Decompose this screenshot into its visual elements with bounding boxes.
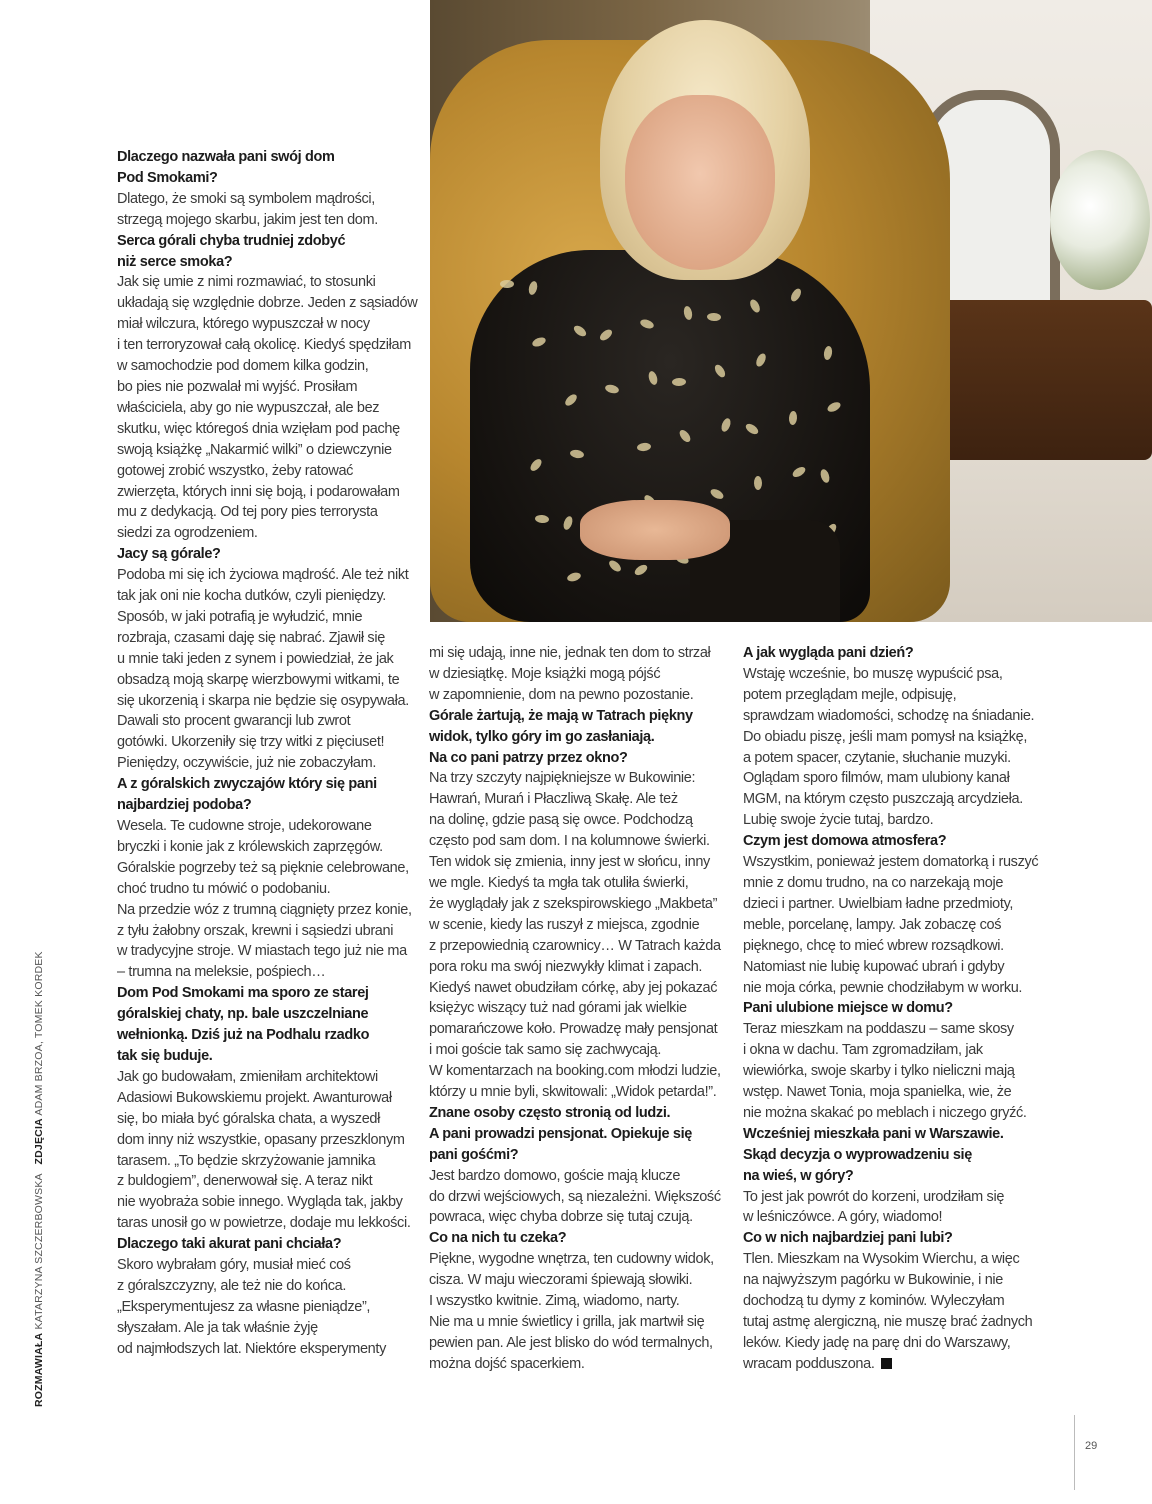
question-line: Dlaczego nazwała pani swój dom bbox=[117, 149, 335, 165]
answer-line: Na trzy szczyty najpiękniejsze w Bukowinie: bbox=[429, 770, 696, 787]
photo-hand bbox=[580, 500, 730, 560]
dress-pattern-mark bbox=[789, 411, 798, 426]
question-line: widok, tylko góry im go zasłaniają. bbox=[429, 728, 655, 745]
photo-face bbox=[625, 95, 775, 270]
answer-line: tak jak oni nie kocha dutków, czyli pieniędzy. bbox=[117, 588, 386, 605]
answer-line: wiewiórka, swoje skarby i tylko nieliczni mają bbox=[743, 1063, 1015, 1080]
answer-line: siedzi za ogrodzeniem. bbox=[117, 525, 258, 542]
question-line: tak się buduje. bbox=[117, 1047, 213, 1064]
dress-pattern-mark bbox=[566, 571, 582, 583]
question-line: na wieś, w góry? bbox=[743, 1167, 854, 1184]
answer-line: się ukorzenią i skarpa nie będzie się osypywała. bbox=[117, 692, 409, 709]
page-number: 29 bbox=[1085, 1440, 1098, 1452]
answer-line: można dojść spacerkiem. bbox=[429, 1355, 585, 1372]
answer-line: nie wyobraża sobie innego. Wygląda tak, jakby bbox=[117, 1194, 403, 1211]
dress-pattern-mark bbox=[527, 280, 538, 296]
answer-line: bo pies nie pozwalał mi wyjść. Prosiłam bbox=[117, 378, 358, 395]
answer-line: Do obiadu piszę, jeśli mam pomysł na książkę, bbox=[743, 728, 1028, 745]
answer-line: leków. Kiedy jadę na parę dni do Warszawy, bbox=[743, 1334, 1011, 1351]
answer-line: Lubię swoje życie tutaj, bardzo. bbox=[743, 812, 934, 829]
answer-line: Kiedyś nawet obudziłam córkę, aby jej pokazać bbox=[429, 979, 718, 996]
answer-line: Oglądam sporo filmów, mam ulubiony kanał bbox=[743, 770, 1010, 787]
answer-line: układają się względnie dobrze. Jeden z sąsiadów bbox=[117, 295, 418, 312]
answer-line: Adasiowi Bukowskiemu projekt. Awanturował bbox=[117, 1089, 392, 1106]
answer-line: choć trudno tu mówić o podobaniu. bbox=[117, 880, 331, 897]
question-line: Pani ulubione miejsce w domu? bbox=[743, 1000, 953, 1017]
answer-line: I wszystko kwitnie. Zimą, wiadomo, narty. bbox=[429, 1293, 680, 1310]
answer-line: z góralszczyzny, ale też nie do końca. bbox=[117, 1277, 347, 1294]
answer-line: bryczki i konie jak z królewskich zaprzęgów. bbox=[117, 838, 383, 855]
dress-pattern-mark bbox=[754, 476, 762, 490]
article-column-1 bbox=[117, 147, 417, 1360]
answer-line: i moi goście tak samo się zachwycają. bbox=[429, 1042, 662, 1059]
answer-line: dom inny niż wszystkie, opasany przeszklonym bbox=[117, 1131, 405, 1148]
question-line: Znane osoby często stronią od ludzi. bbox=[429, 1104, 671, 1121]
answer-line: Hawrań, Murań i Płaczliwą Skałę. Ale też bbox=[429, 791, 678, 808]
answer-line: Jest bardzo domowo, goście mają klucze bbox=[429, 1167, 681, 1184]
answer-line: w leśniczówce. A góry, wiadomo! bbox=[743, 1209, 943, 1226]
answer-line: pięknego, chcę to mieć wbrew rozsądkowi. bbox=[743, 937, 1004, 954]
answer-line: na najwyższym pagórku w Bukowinie, i nie bbox=[743, 1272, 1004, 1289]
answer-line: Podoba mi się ich życiowa mądrość. Ale też nikt bbox=[117, 567, 409, 584]
end-mark-icon bbox=[881, 1358, 892, 1369]
answer-line: nie można skakać po meblach i niczego gryźć. bbox=[743, 1104, 1027, 1121]
answer-line: MGM, na którym często puszczają arcydzieła. bbox=[743, 791, 1023, 808]
answer-line: i okna w dachu. Tam zgromadziłam, jak bbox=[743, 1042, 983, 1059]
answer-line: pomarańczowe koło. Prowadzę mały pensjonat bbox=[429, 1021, 718, 1038]
dress-pattern-mark bbox=[707, 313, 721, 322]
question-line: A z góralskich zwyczajów który się pani bbox=[117, 776, 377, 793]
dress-pattern-mark bbox=[713, 363, 727, 379]
question-line: Jacy są górale? bbox=[117, 546, 221, 563]
answer-line: z przepowiednią czarownicy… W Tatrach każda bbox=[429, 937, 721, 954]
answer-line: – trumna na meleksie, pośpiech… bbox=[117, 964, 326, 981]
answer-line: sprawdzam wiadomości, schodzę na śniadanie. bbox=[743, 707, 1035, 724]
credit-photos-label: ZDJĘCIA bbox=[33, 1118, 45, 1165]
answer-line: pewien pan. Ale jest blisko do wód termalnych, bbox=[429, 1334, 713, 1351]
question-line: niż serce smoka? bbox=[117, 253, 233, 270]
dress-pattern-mark bbox=[531, 336, 547, 349]
question-line: góralskiej chaty, np. bale uszczelniane bbox=[117, 1006, 369, 1023]
answer-line: nie moja córka, pewnie chodziłabym w worku. bbox=[743, 979, 1023, 996]
answer-line: meble, porcelanę, lampy. Jak zobaczę coś bbox=[743, 916, 1002, 933]
answer-line: strzegą mojego skarbu, jakim jest ten dom. bbox=[117, 211, 378, 228]
credit-photographers: ADAM BRZOA, TOMEK KORDEK bbox=[33, 951, 45, 1116]
dress-pattern-mark bbox=[604, 383, 620, 394]
answer-line: Dawali sto procent gwarancji lub zwrot bbox=[117, 713, 351, 730]
answer-line: powraca, więc chyba dobrze się tutaj czują. bbox=[429, 1209, 693, 1226]
question-line: Serca górali chyba trudniej zdobyć bbox=[117, 232, 346, 249]
dress-pattern-mark bbox=[562, 515, 574, 531]
dress-pattern-mark bbox=[754, 352, 767, 368]
dress-pattern-mark bbox=[709, 487, 725, 501]
answer-line: Wszystkim, ponieważ jestem domatorką i ruszyć bbox=[743, 854, 1039, 871]
dress-pattern-mark bbox=[683, 305, 694, 320]
answer-line: Wstaję wcześnie, bo muszę wypuścić psa, bbox=[743, 665, 1003, 682]
answer-line: Na przedzie wóz z trumną ciągnięty przez konie, bbox=[117, 901, 412, 918]
answer-line: zwierzęta, których inni się boją, i podarowałam bbox=[117, 483, 400, 500]
dress-pattern-mark bbox=[633, 563, 649, 577]
answer-line: w dziesiątkę. Moje książki mogą pójść bbox=[429, 665, 661, 682]
answer-line: właściciela, aby go nie wypuszczał, ale bez bbox=[117, 399, 380, 416]
dress-pattern-mark bbox=[720, 417, 732, 433]
answer-line: gotówki. Ukorzeniły się trzy witki z pięciuset! bbox=[117, 734, 385, 751]
answer-line: Jak się umie z nimi rozmawiać, to stosunki bbox=[117, 274, 376, 291]
answer-line: gotowej zrobić wszystko, żeby ratować bbox=[117, 462, 354, 479]
dress-pattern-mark bbox=[563, 392, 579, 407]
dress-pattern-mark bbox=[535, 514, 550, 523]
answer-line: we mgle. Kiedyś ta mgła tak otuliła świerki, bbox=[429, 874, 689, 891]
answer-line: Sposób, w jaki potrafią je wyłudzić, mnie bbox=[117, 608, 363, 625]
answer-line: w scenie, kiedy las ruszył z miejsca, zgodnie bbox=[429, 916, 700, 933]
portrait-photo bbox=[430, 0, 1152, 622]
answer-line: mi się udają, inne nie, jednak ten dom to strzał bbox=[429, 645, 711, 661]
answer-line: Tlen. Mieszkam na Wysokim Wierchu, a więc bbox=[743, 1251, 1020, 1268]
answer-line: w zapomnienie, dom na pewno pozostanie. bbox=[429, 686, 694, 703]
question-line: Dlaczego taki akurat pani chciała? bbox=[117, 1236, 342, 1253]
answer-line: Nie ma u mnie świetlicy i grilla, jak martwił się bbox=[429, 1314, 705, 1330]
answer-line: Wesela. Te cudowne stroje, udekorowane bbox=[117, 818, 372, 834]
answer-line: w samochodzie pod domem kilka godzin, bbox=[117, 358, 369, 375]
answer-line: Pieniędzy, oczywiście, już nie zobaczyłam. bbox=[117, 755, 377, 772]
answer-line: mnie z domu trudno, na co narzekają moje bbox=[743, 874, 1004, 891]
answer-line: Skoro wybrałam góry, musiał mieć coś bbox=[117, 1257, 351, 1274]
answer-line-final bbox=[743, 1354, 1043, 1375]
answer-line: taras unosił go w powietrze, dodaje mu lekkości. bbox=[117, 1215, 411, 1232]
answer-line: z buldogiem”, denerwował się. A teraz nikt bbox=[117, 1173, 373, 1190]
article-column-3 bbox=[743, 643, 1043, 1375]
answer-line: miał wilczura, którego wypuszczał w nocy bbox=[117, 316, 370, 333]
credit-interviewer: KATARZYNA SZCZERBOWSKA bbox=[33, 1173, 45, 1330]
answer-line: mu z dedykacją. Od tej pory pies terrorysta bbox=[117, 504, 378, 521]
answer-line: Góralskie pogrzeby też są pięknie celebrowane, bbox=[117, 859, 409, 876]
answer-line: tutaj astmę alergiczną, nie muszę brać żadnych bbox=[743, 1314, 1033, 1330]
question-line: wełnionką. Dziś już na Podhalu rzadko bbox=[117, 1027, 370, 1044]
dress-pattern-mark bbox=[637, 442, 652, 452]
answer-line: księżyc wiszący tuż nad górami jak wielkie bbox=[429, 1000, 687, 1017]
dress-pattern-mark bbox=[744, 422, 760, 437]
answer-line: w tradycyjne stroje. W miastach tego już nie ma bbox=[117, 943, 407, 960]
dress-pattern-mark bbox=[500, 280, 514, 288]
answer-line: potem przeglądam mejle, odpisuję, bbox=[743, 686, 957, 703]
question-line: Pod Smokami? bbox=[117, 169, 218, 186]
dress-pattern-mark bbox=[823, 345, 833, 360]
answer-line: na dolinę, gdzie pasą się owce. Podchodzą bbox=[429, 812, 693, 829]
answer-line: często pod sam dom. I na kolumnowe świerki. bbox=[429, 833, 710, 850]
dress-pattern-mark bbox=[598, 327, 614, 342]
answer-line: z tyłu żałobny orszak, krewni i sąsiedzi ubrani bbox=[117, 922, 394, 939]
answer-line: Teraz mieszkam na poddaszu – same skosy bbox=[743, 1021, 1014, 1038]
question-line: A jak wygląda pani dzień? bbox=[743, 645, 914, 661]
dress-pattern-mark bbox=[647, 370, 659, 386]
answer-line: u mnie taki jeden z synem i powiedział, że jak bbox=[117, 650, 394, 667]
answer-line: od najmłodszych lat. Niektóre eksperymenty bbox=[117, 1340, 386, 1357]
answer-line: „Eksperymentujesz za własne pieniądze”, bbox=[117, 1298, 371, 1315]
answer-line: To jest jak powrót do korzeni, urodziłam się bbox=[743, 1188, 1005, 1205]
final-sentence: wracam podduszona. bbox=[743, 1355, 875, 1372]
answer-line: Dlatego, że smoki są symbolem mądrości, bbox=[117, 190, 375, 207]
dress-pattern-mark bbox=[748, 298, 762, 314]
answer-line: cisza. W maju wieczorami śpiewają słowiki. bbox=[429, 1272, 693, 1289]
question-line: Czym jest domowa atmosfera? bbox=[743, 833, 947, 850]
photo-flowers bbox=[1050, 150, 1150, 290]
dress-pattern-mark bbox=[789, 287, 803, 303]
answer-line: obsadzą moją skarpę wierzbowymi witkami, te bbox=[117, 671, 400, 688]
dress-pattern-mark bbox=[569, 449, 584, 459]
answer-line: się, bo miała być góralska chata, a wyszedł bbox=[117, 1110, 380, 1127]
dress-pattern-mark bbox=[791, 465, 807, 479]
question-line: Wcześniej mieszkała pani w Warszawie. bbox=[743, 1125, 1004, 1142]
answer-line: Jak go budowałam, zmieniłam architektowi bbox=[117, 1068, 378, 1085]
answer-line: dochodzą tu dymy z kominów. Wyleczyłam bbox=[743, 1293, 1005, 1310]
answer-line: W komentarzach na booking.com młodzi ludzie, bbox=[429, 1063, 721, 1080]
dress-pattern-mark bbox=[672, 378, 686, 386]
answer-line: rozbraja, czasami daję się nabrać. Zjawił się bbox=[117, 629, 385, 646]
dress-pattern-mark bbox=[572, 324, 588, 339]
dress-pattern-mark bbox=[528, 457, 543, 473]
dress-pattern-mark bbox=[826, 400, 842, 413]
credit-interviewer-label: ROZMAWIAŁA bbox=[33, 1332, 45, 1407]
answer-line: a potem spacer, czytanie, słuchanie muzyki. bbox=[743, 749, 1011, 766]
photo-credits bbox=[33, 951, 45, 1407]
question-line: Na co pani patrzy przez okno? bbox=[429, 749, 628, 766]
answer-line: którzy u mnie byli, skwitowali: „Widok petarda!”. bbox=[429, 1084, 717, 1101]
answer-line: i ten terroryzował całą okolicę. Kiedyś spędziłam bbox=[117, 337, 411, 354]
answer-line: swoją książkę „Nakarmić wilki” o dziewczynie bbox=[117, 441, 392, 458]
question-line: A pani prowadzi pensjonat. Opiekuje się bbox=[429, 1125, 692, 1142]
answer-line: Piękne, wygodne wnętrza, ten cudowny widok, bbox=[429, 1251, 714, 1268]
answer-line: wstęp. Nawet Tonia, moja spanielka, wie, że bbox=[743, 1084, 1012, 1101]
dress-pattern-mark bbox=[639, 318, 655, 330]
answer-line: Natomiast nie lubię kupować ubrań i gdyby bbox=[743, 958, 1005, 975]
dress-pattern-mark bbox=[607, 558, 623, 573]
dress-pattern-mark bbox=[819, 468, 831, 484]
answer-line: słyszałam. Ale ja tak właśnie żyję bbox=[117, 1319, 318, 1336]
answer-line: do drzwi wejściowych, są niezależni. Większość bbox=[429, 1188, 721, 1205]
question-line: pani gośćmi? bbox=[429, 1146, 519, 1163]
answer-line: pora roku ma swój niezwykły klimat i zapach. bbox=[429, 958, 703, 975]
answer-line: że wyglądały jak z szekspirowskiego „Makbeta” bbox=[429, 895, 718, 912]
answer-line: tarasem. „To będzie skrzyżowanie jamnika bbox=[117, 1152, 376, 1169]
question-line: najbardziej podoba? bbox=[117, 797, 252, 814]
answer-line: Ten widok się zmienia, inny jest w słońcu, inny bbox=[429, 854, 710, 871]
question-line: Co na nich tu czeka? bbox=[429, 1230, 567, 1247]
answer-line: dzieci i partner. Uwielbiam ładne przedmioty, bbox=[743, 895, 1014, 912]
question-line: Dom Pod Smokami ma sporo ze starej bbox=[117, 985, 369, 1002]
question-line: Co w nich najbardziej pani lubi? bbox=[743, 1230, 953, 1247]
article-column-2 bbox=[429, 643, 729, 1375]
answer-line: skutku, więc któregoś dnia wzięłam pod pachę bbox=[117, 420, 400, 437]
dress-pattern-mark bbox=[678, 428, 693, 444]
question-line: Skąd decyzja o wyprowadzeniu się bbox=[743, 1146, 972, 1163]
page-divider bbox=[1074, 1415, 1075, 1490]
question-line: Górale żartują, że mają w Tatrach piękny bbox=[429, 707, 693, 724]
